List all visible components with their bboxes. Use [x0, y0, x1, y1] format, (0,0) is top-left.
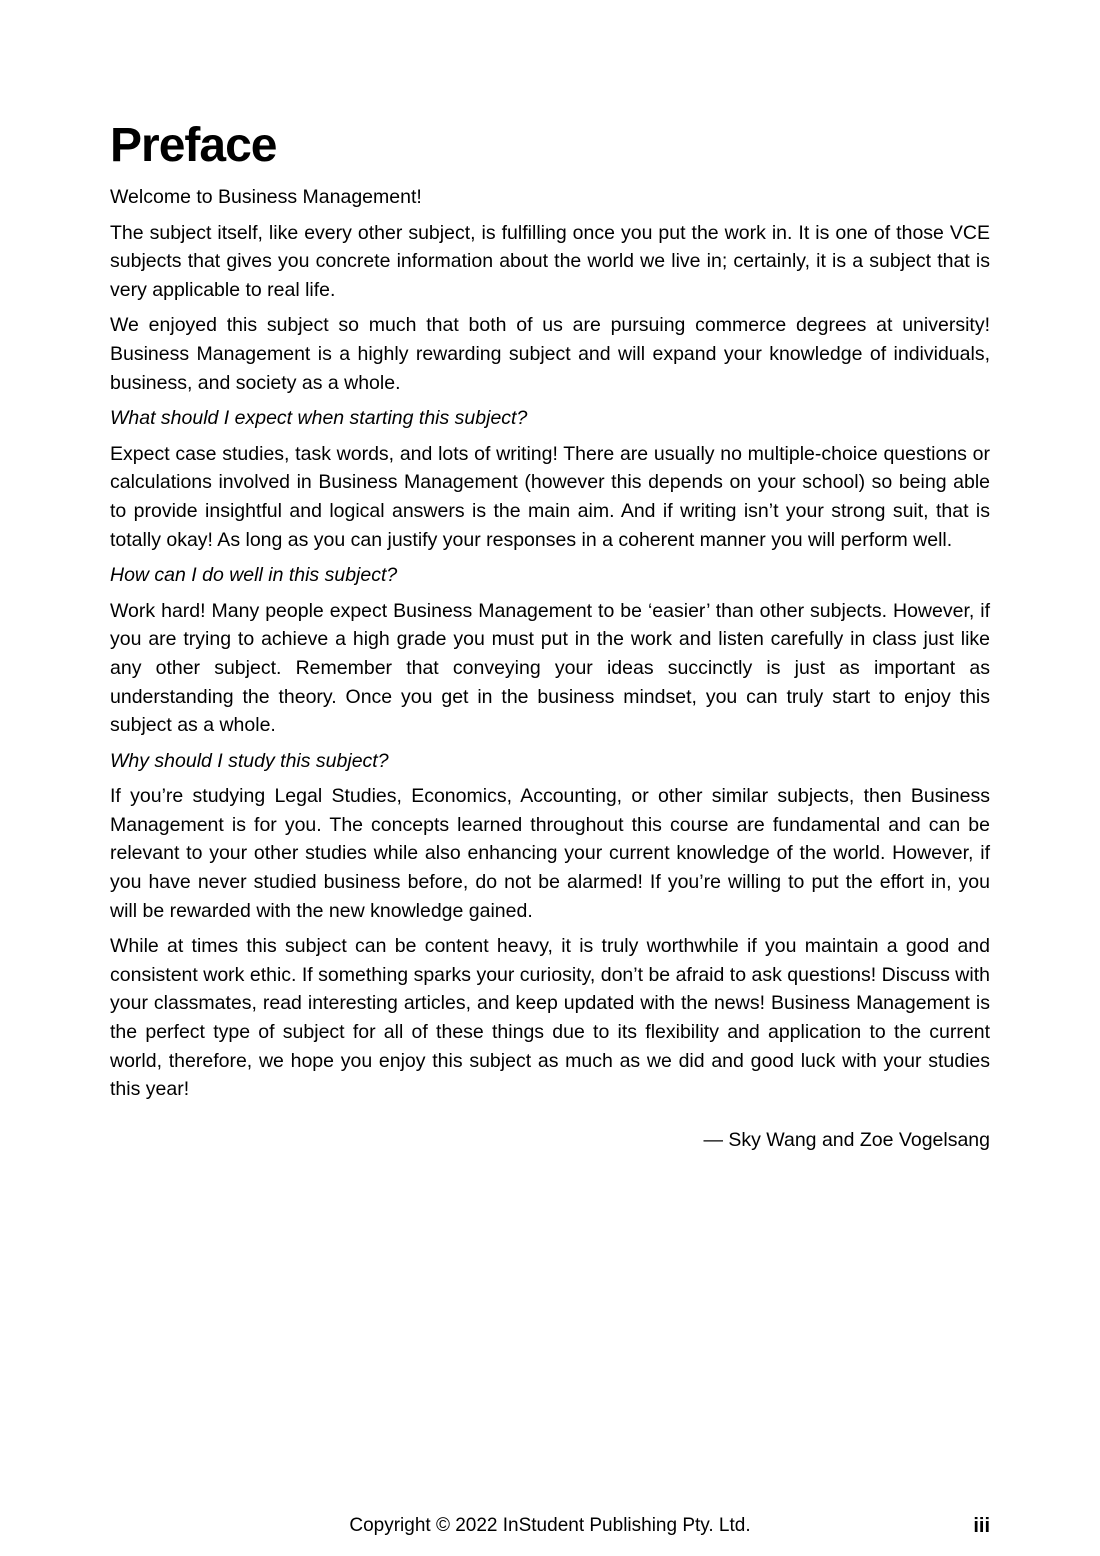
page-number: iii	[973, 1515, 990, 1537]
paragraph: The subject itself, like every other subject, is fulfilling once you put the work in. It is one of those VCE subjects that gives you concrete information about the world we live in; certainly, it is a subject that is very applicable to real life.	[110, 221, 990, 301]
page-title: Preface	[110, 119, 277, 172]
question-heading: Why should I study this subject?	[110, 749, 389, 772]
paragraph-welcome: Welcome to Business Management!	[110, 186, 422, 208]
footer-copyright: Copyright © 2022 InStudent Publishing Pty. Ltd.	[349, 1515, 751, 1536]
paragraph: If you’re studying Legal Studies, Economics, Accounting, or other similar subjects, then Business Management is for you. The concepts learned throughout this course are fundamental and can be relevant to your other studies while also enhancing your current knowledge of the world. However, if you have never studied business before, do not be alarmed! If you’re willing to put the effort in, you will be rewarded with the new knowledge gained.	[110, 785, 990, 922]
paragraph: While at times this subject can be content heavy, it is truly worthwhile if you maintain a good and consistent work ethic. If something sparks your curiosity, don’t be afraid to ask questions! Discuss with your classmates, read interesting articles, and keep updated with the news! Business Management is the perfect type of subject for all of these things due to its flexibility and application to the current world, therefore, we hope you enjoy this subject as much as we did and good luck with your studies this year!	[110, 935, 990, 1101]
page-footer	[110, 1513, 990, 1543]
authors-signature: — Sky Wang and Zoe Vogelsang	[703, 1128, 990, 1151]
paragraph: Expect case studies, task words, and lots of writing! There are usually no multiple-choice questions or calculations involved in Business Management (however this depends on your school) so being able to provide insightful and logical answers is the main aim. And if writing isn’t your strong suit, that is totally okay! As long as you can justify your responses in a coherent manner you will perform well.	[110, 442, 990, 551]
question-heading: What should I expect when starting this subject?	[110, 407, 528, 430]
page-content	[110, 0, 990, 1174]
question-heading: How can I do well in this subject?	[110, 564, 398, 587]
paragraph: Work hard! Many people expect Business Management to be ‘easier’ than other subjects. However, if you are trying to achieve a high grade you must put in the work and listen carefully in class just like any other subject. Remember that conveying your ideas succinctly is just as important as understanding the theory. Once you get in the business mindset, you can truly start to enjoy this subject as a whole.	[110, 599, 990, 737]
paragraph: We enjoyed this subject so much that both of us are pursuing commerce degrees at university! Business Management is a highly rewarding subject and will expand your knowledge of individuals, business, and society as a whole.	[110, 314, 990, 394]
